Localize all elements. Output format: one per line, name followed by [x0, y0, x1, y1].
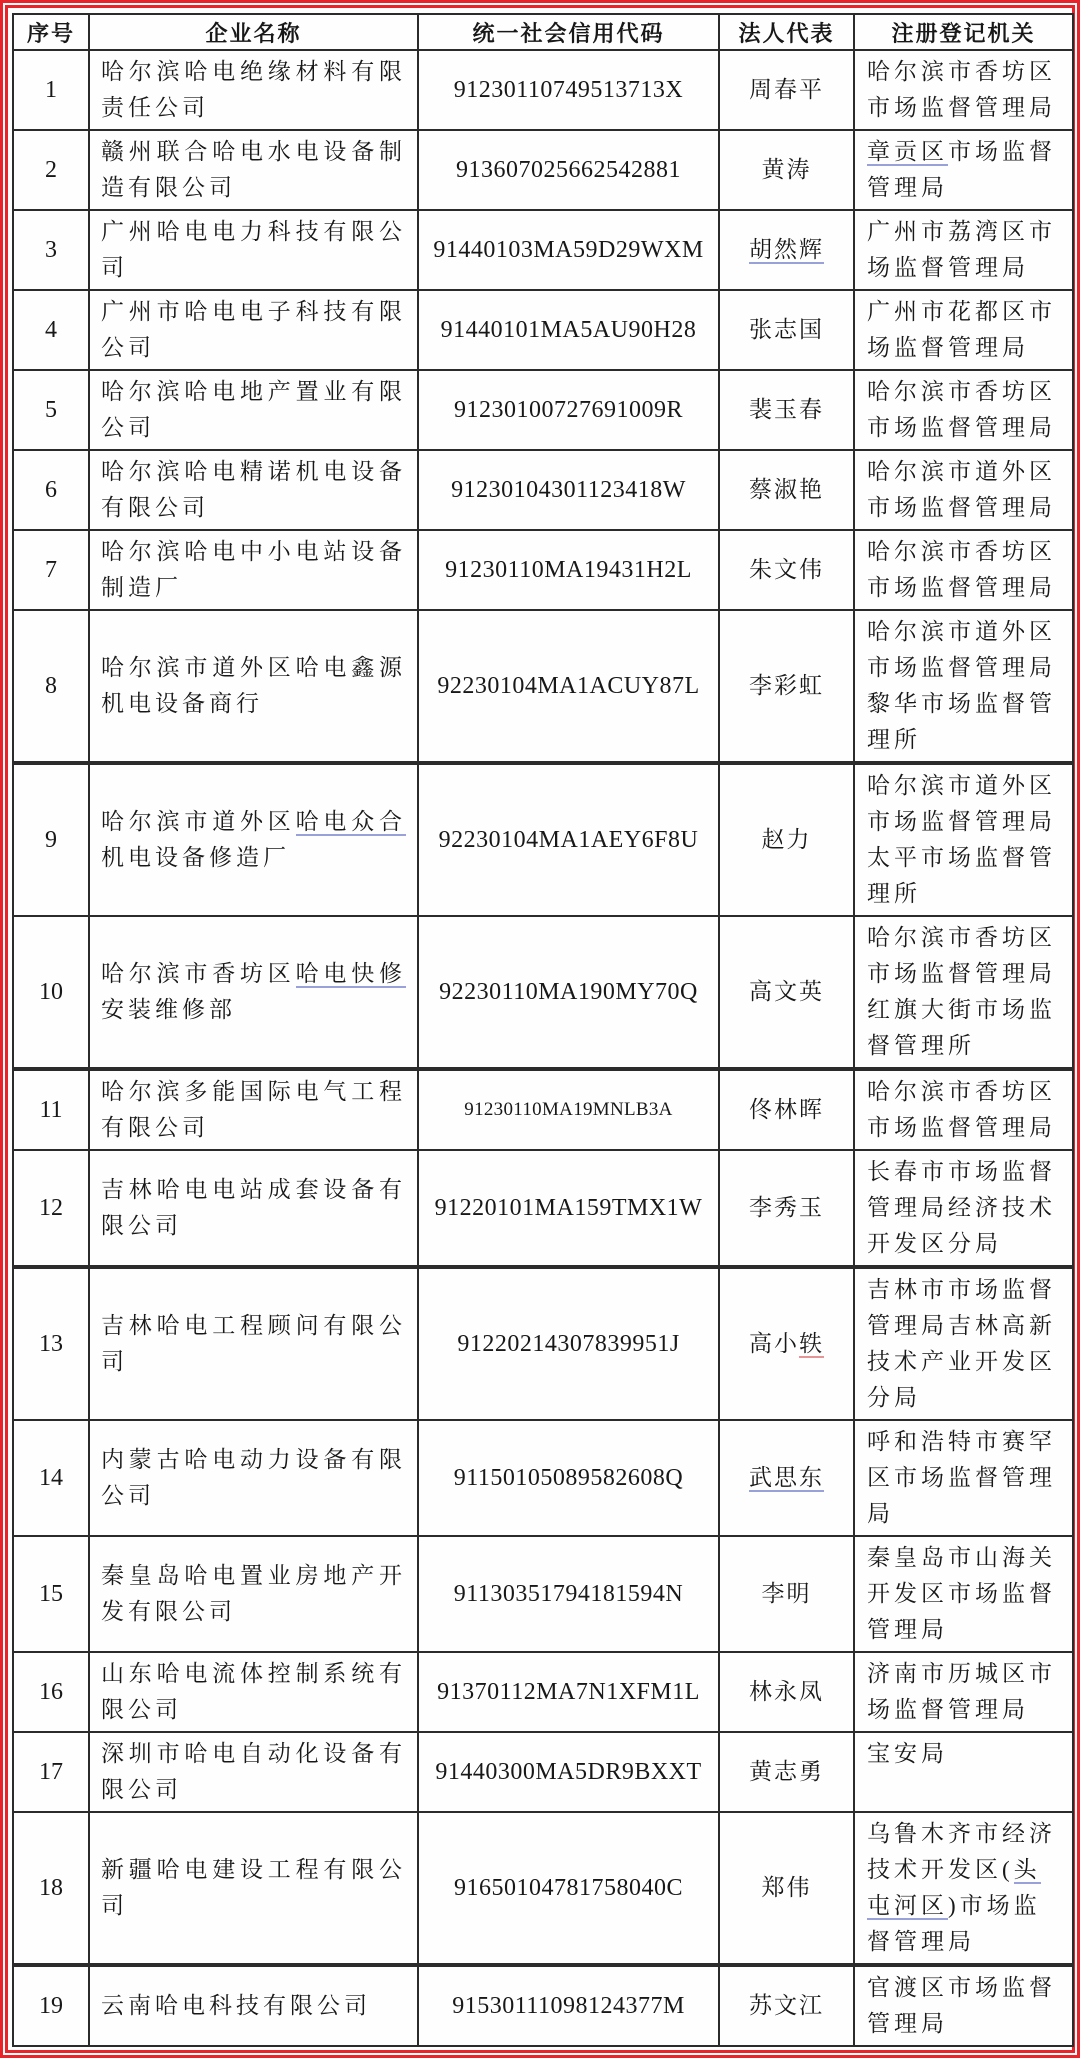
registration-authority-cell: 宝安局	[854, 1732, 1073, 1812]
registration-authority-cell: 长春市市场监督管理局经济技术开发区分局	[854, 1150, 1073, 1267]
credit-code-cell: 91220101MA159TMX1W	[418, 1150, 719, 1267]
credit-code-cell: 92230104MA1ACUY87L	[418, 610, 719, 763]
company-table-body	[13, 50, 1073, 2046]
legal-representative-cell: 李彩虹	[719, 610, 854, 763]
table-row	[13, 1812, 1073, 1965]
registration-authority-cell: 哈尔滨市香坊区市场监督管理局	[854, 530, 1073, 610]
credit-code-cell: 91440300MA5DR9BXXT	[418, 1732, 719, 1812]
legal-representative-cell: 郑伟	[719, 1812, 854, 1965]
credit-code-cell: 91130351794181594N	[418, 1536, 719, 1652]
serial-number-cell: 17	[13, 1732, 89, 1812]
registration-authority-cell: 乌鲁木齐市经济技术开发区(头屯河区)市场监督管理局	[854, 1812, 1073, 1965]
legal-representative-cell: 高小轶	[719, 1267, 854, 1420]
legal-representative-cell: 佟林晖	[719, 1069, 854, 1150]
serial-number-cell: 13	[13, 1267, 89, 1420]
credit-code-cell: 92230104MA1AEY6F8U	[418, 763, 719, 916]
spellcheck-underline: 轶	[799, 1331, 824, 1356]
serial-number-cell: 6	[13, 450, 89, 530]
company-name-cell: 哈尔滨哈电绝缘材料有限责任公司	[89, 50, 418, 130]
registration-authority-cell: 呼和浩特市赛罕区市场监督管理局	[854, 1420, 1073, 1536]
table-row	[13, 763, 1073, 916]
registration-authority-cell: 哈尔滨市香坊区市场监督管理局	[854, 1069, 1073, 1150]
table-row	[13, 1267, 1073, 1420]
legal-representative-cell	[719, 210, 854, 290]
registration-authority-cell: 广州市花都区市场监督管理局	[854, 290, 1073, 370]
credit-code-cell: 91650104781758040C	[418, 1812, 719, 1965]
registration-authority-cell: 济南市历城区市场监督管理局	[854, 1652, 1073, 1732]
registration-authority-cell: 吉林市市场监督管理局吉林高新技术产业开发区分局	[854, 1267, 1073, 1420]
legal-representative-cell: 张志国	[719, 290, 854, 370]
legal-representative-cell: 朱文伟	[719, 530, 854, 610]
legal-representative-cell	[719, 1420, 854, 1536]
serial-number-cell: 1	[13, 50, 89, 130]
credit-code-cell: 91230110749513713X	[418, 50, 719, 130]
table-row	[13, 1732, 1073, 1812]
table-row	[13, 1420, 1073, 1536]
registration-authority-cell: 哈尔滨市道外区市场监督管理局太平市场监督管理所	[854, 763, 1073, 916]
table-row	[13, 50, 1073, 130]
company-name-cell: 哈尔滨市香坊区哈电快修安装维修部	[89, 916, 418, 1069]
registration-authority-cell: 哈尔滨市香坊区市场监督管理局	[854, 370, 1073, 450]
credit-code-cell: 91230104301123418W	[418, 450, 719, 530]
company-name-cell: 哈尔滨哈电精诺机电设备有限公司	[89, 450, 418, 530]
registration-authority-cell: 秦皇岛市山海关开发区市场监督管理局	[854, 1536, 1073, 1652]
header-company-name: 企业名称	[89, 14, 418, 50]
legal-representative-cell: 周春平	[719, 50, 854, 130]
spellcheck-underline: 哈电众合	[295, 809, 407, 834]
table-row	[13, 916, 1073, 1069]
company-name-cell: 山东哈电流体控制系统有限公司	[89, 1652, 418, 1732]
credit-code-cell: 91220214307839951J	[418, 1267, 719, 1420]
legal-representative-cell: 黄志勇	[719, 1732, 854, 1812]
serial-number-cell: 12	[13, 1150, 89, 1267]
legal-representative-cell: 蔡淑艳	[719, 450, 854, 530]
header-credit-code: 统一社会信用代码	[418, 14, 719, 50]
credit-code-cell: 91440103MA59D29WXM	[418, 210, 719, 290]
serial-number-cell: 11	[13, 1069, 89, 1150]
serial-number-cell: 3	[13, 210, 89, 290]
table-row	[13, 450, 1073, 530]
table-row	[13, 370, 1073, 450]
red-inner-frame	[5, 5, 1075, 2053]
serial-number-cell: 16	[13, 1652, 89, 1732]
registration-authority-cell: 章贡区市场监督管理局	[854, 130, 1073, 210]
credit-code-cell: 91230110MA19MNLB3A	[418, 1069, 719, 1150]
company-name-cell: 哈尔滨多能国际电气工程有限公司	[89, 1069, 418, 1150]
table-row	[13, 1965, 1073, 2046]
company-name-cell: 赣州联合哈电水电设备制造有限公司	[89, 130, 418, 210]
spellcheck-underline: 武思东	[749, 1465, 824, 1490]
company-name-cell: 内蒙古哈电动力设备有限公司	[89, 1420, 418, 1536]
company-table	[12, 13, 1074, 2047]
company-name-cell: 深圳市哈电自动化设备有限公司	[89, 1732, 418, 1812]
company-name-cell: 哈尔滨市道外区哈电鑫源机电设备商行	[89, 610, 418, 763]
header-legal-representative: 法人代表	[719, 14, 854, 50]
serial-number-cell: 4	[13, 290, 89, 370]
serial-number-cell: 15	[13, 1536, 89, 1652]
table-row	[13, 1652, 1073, 1732]
table-row	[13, 210, 1073, 290]
serial-number-cell: 14	[13, 1420, 89, 1536]
credit-code-cell: 91150105089582608Q	[418, 1420, 719, 1536]
credit-code-cell: 913607025662542881	[418, 130, 719, 210]
header-row	[13, 14, 1073, 50]
company-name-cell: 云南哈电科技有限公司	[89, 1965, 418, 2046]
credit-code-cell: 92230110MA190MY70Q	[418, 916, 719, 1069]
table-row	[13, 610, 1073, 763]
serial-number-cell: 18	[13, 1812, 89, 1965]
credit-code-cell: 91440101MA5AU90H28	[418, 290, 719, 370]
serial-number-cell: 9	[13, 763, 89, 916]
company-name-cell: 新疆哈电建设工程有限公司	[89, 1812, 418, 1965]
credit-code-cell: 91530111098124377M	[418, 1965, 719, 2046]
table-header	[13, 14, 1073, 50]
company-name-cell: 吉林哈电工程顾问有限公司	[89, 1267, 418, 1420]
registration-authority-cell: 官渡区市场监督管理局	[854, 1965, 1073, 2046]
header-serial-number: 序号	[13, 14, 89, 50]
header-registration-authority: 注册登记机关	[854, 14, 1073, 50]
legal-representative-cell: 高文英	[719, 916, 854, 1069]
table-row	[13, 1536, 1073, 1652]
registration-authority-cell: 哈尔滨市香坊区市场监督管理局	[854, 50, 1073, 130]
legal-representative-cell: 林永凤	[719, 1652, 854, 1732]
spellcheck-underline: 头屯河区	[867, 1857, 1041, 1918]
serial-number-cell: 7	[13, 530, 89, 610]
company-name-cell: 广州市哈电电子科技有限公司	[89, 290, 418, 370]
spellcheck-underline: 章贡区	[867, 139, 948, 164]
serial-number-cell: 19	[13, 1965, 89, 2046]
spellcheck-underline: 哈电快修	[295, 961, 407, 986]
table-row	[13, 1069, 1073, 1150]
serial-number-cell: 2	[13, 130, 89, 210]
table-row	[13, 130, 1073, 210]
registration-authority-cell: 哈尔滨市道外区市场监督管理局	[854, 450, 1073, 530]
legal-representative-cell: 李明	[719, 1536, 854, 1652]
serial-number-cell: 10	[13, 916, 89, 1069]
legal-representative-cell: 黄涛	[719, 130, 854, 210]
credit-code-cell: 91230100727691009R	[418, 370, 719, 450]
company-name-cell: 广州哈电电力科技有限公司	[89, 210, 418, 290]
company-name-cell: 哈尔滨哈电中小电站设备制造厂	[89, 530, 418, 610]
table-row	[13, 1150, 1073, 1267]
serial-number-cell: 8	[13, 610, 89, 763]
company-name-cell: 秦皇岛哈电置业房地产开发有限公司	[89, 1536, 418, 1652]
company-name-cell: 哈尔滨市道外区哈电众合机电设备修造厂	[89, 763, 418, 916]
registration-authority-cell: 哈尔滨市香坊区市场监督管理局红旗大街市场监督管理所	[854, 916, 1073, 1069]
spellcheck-underline: 胡然辉	[749, 237, 824, 262]
credit-code-cell: 91230110MA19431H2L	[418, 530, 719, 610]
legal-representative-cell: 苏文江	[719, 1965, 854, 2046]
registration-authority-cell: 广州市荔湾区市场监督管理局	[854, 210, 1073, 290]
legal-representative-cell: 裴玉春	[719, 370, 854, 450]
serial-number-cell: 5	[13, 370, 89, 450]
credit-code-cell: 91370112MA7N1XFM1L	[418, 1652, 719, 1732]
company-name-cell: 吉林哈电电站成套设备有限公司	[89, 1150, 418, 1267]
registration-authority-cell: 哈尔滨市道外区市场监督管理局黎华市场监督管理所	[854, 610, 1073, 763]
table-row	[13, 530, 1073, 610]
table-row	[13, 290, 1073, 370]
legal-representative-cell: 赵力	[719, 763, 854, 916]
legal-representative-cell: 李秀玉	[719, 1150, 854, 1267]
company-name-cell: 哈尔滨哈电地产置业有限公司	[89, 370, 418, 450]
